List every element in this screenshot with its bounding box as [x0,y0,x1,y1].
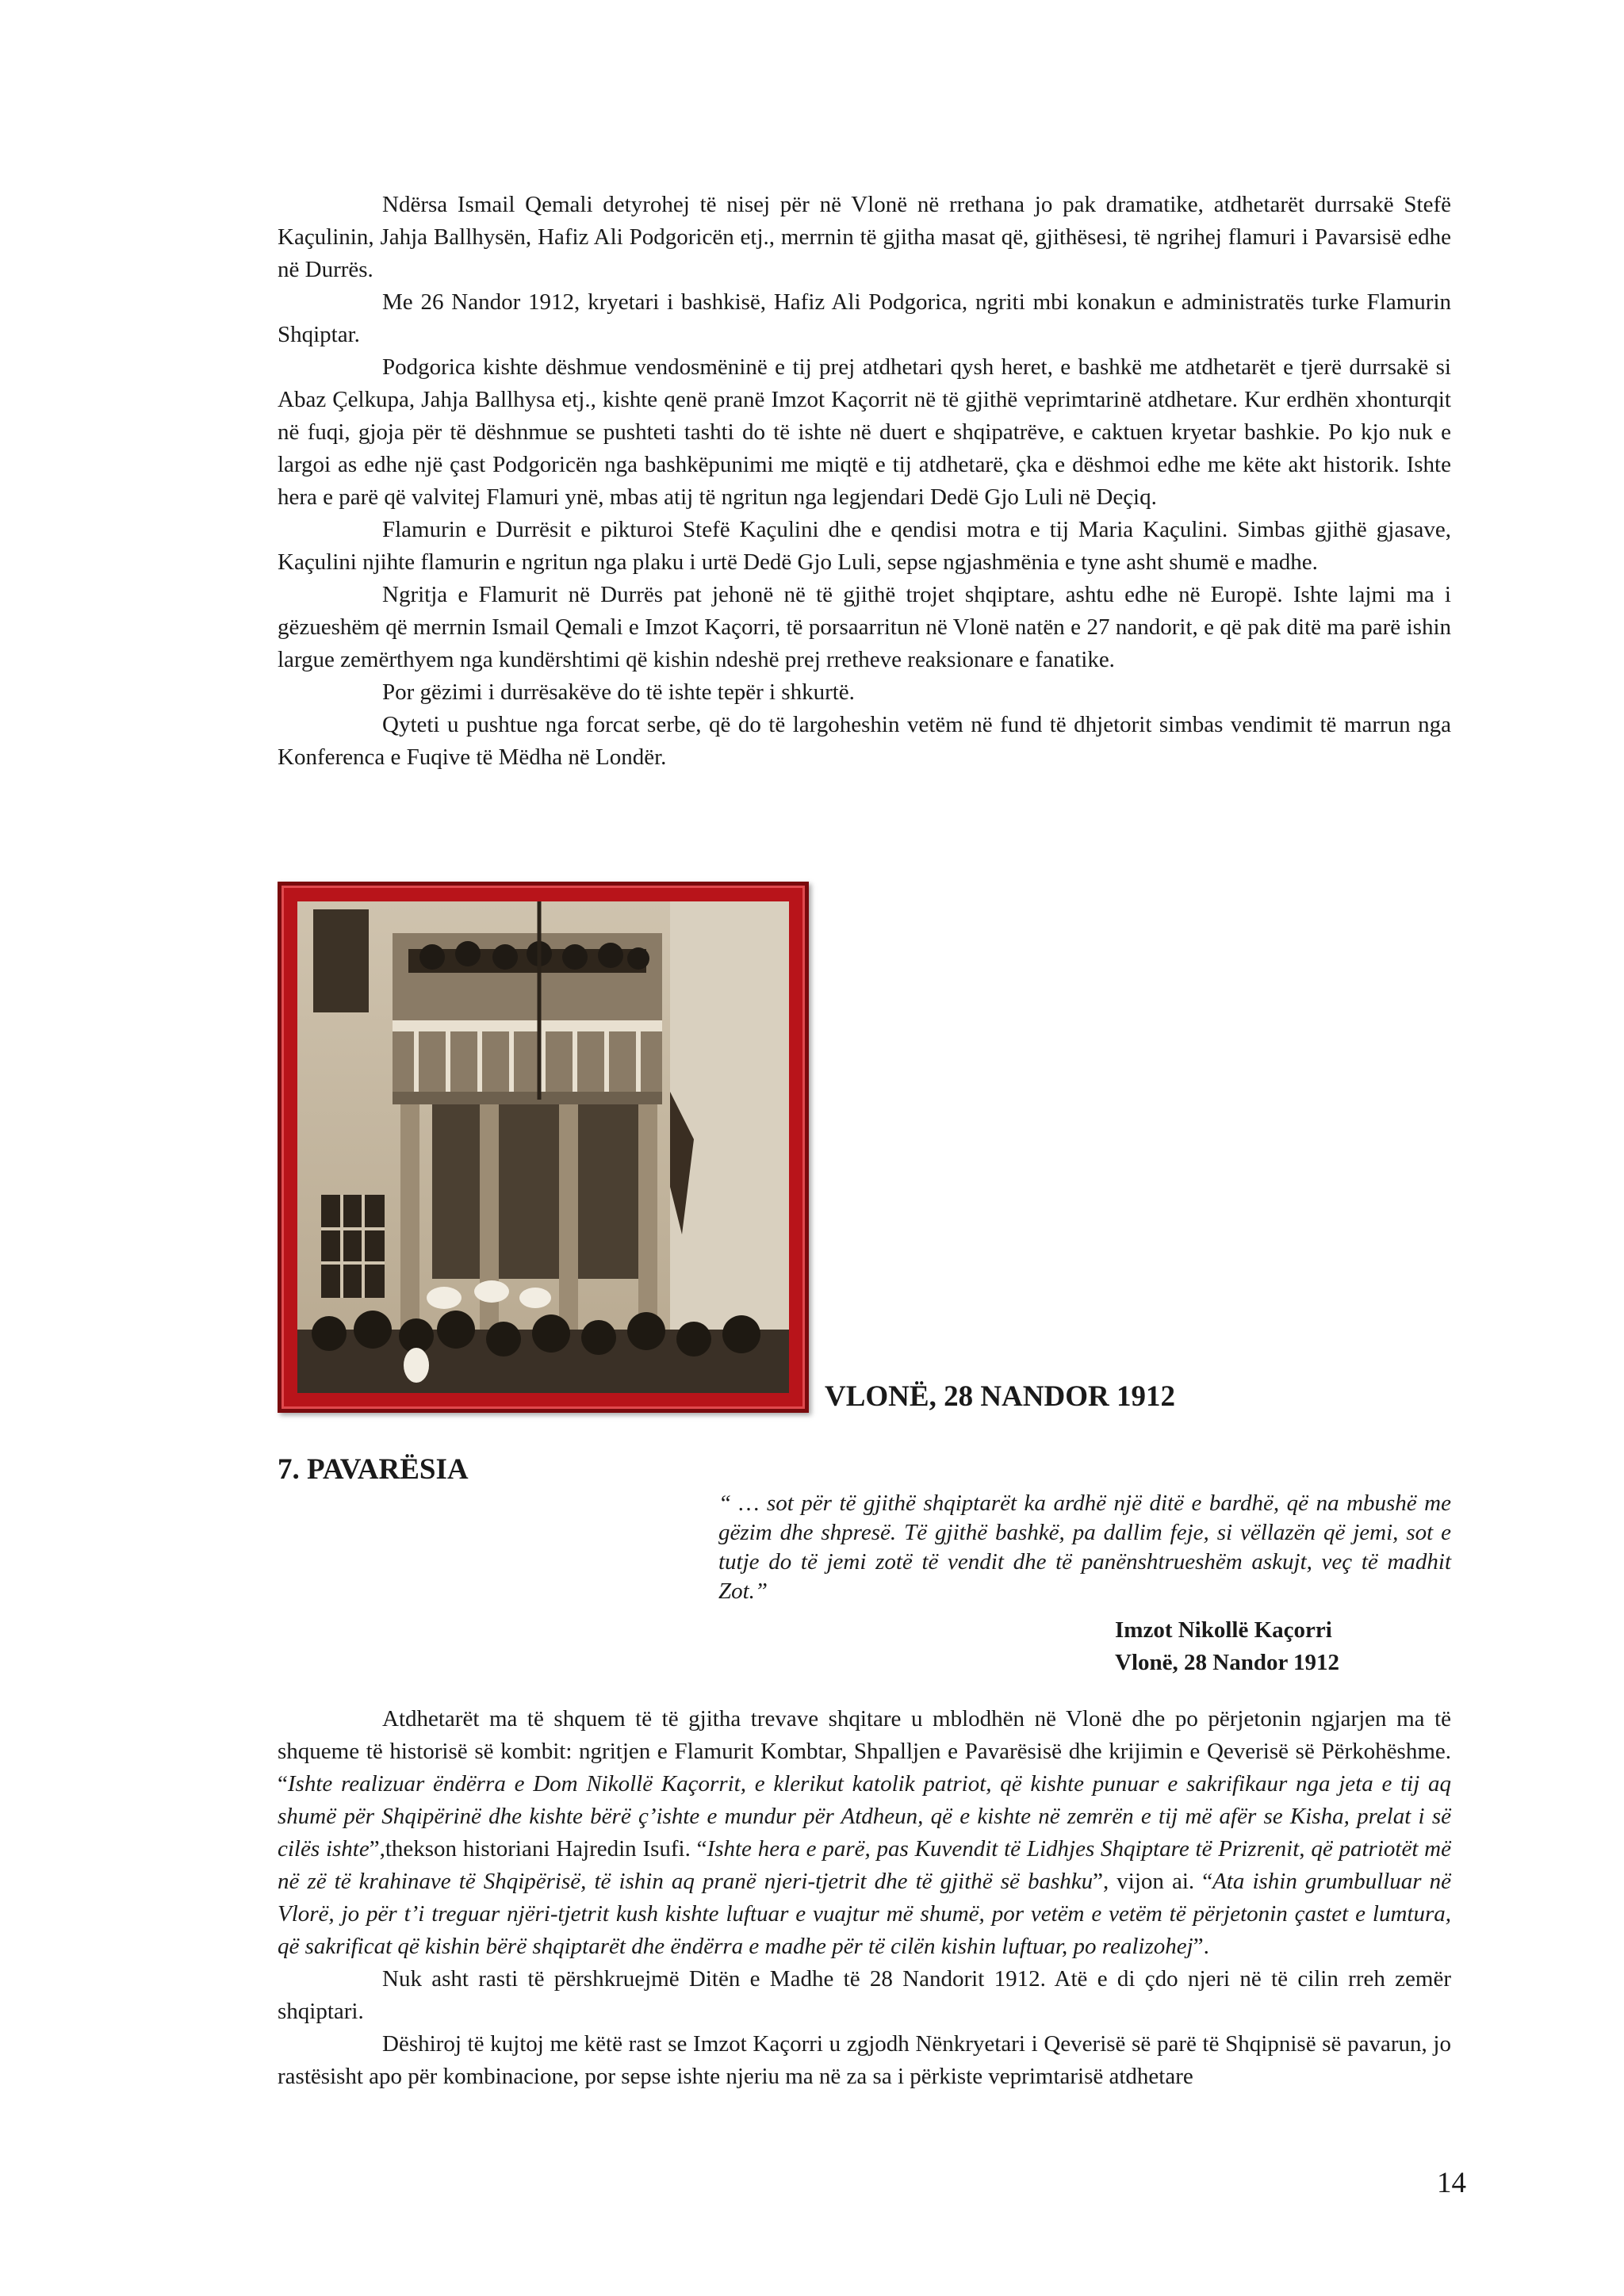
photo-caption: VLONË, 28 NANDOR 1912 [825,1380,1175,1413]
paragraph: Podgorica kishte dëshmue vendosmëninë e tij prej atdhetari qysh heret, e bashkë me atdhetarët e tjerë durrsakë si Abaz Çelkupa, Jahja Ballhysa etj., kishte qenë pranë Imzot Kaçorrit në të gjithë veprimtarinë atdhetare. Kur erdhën xhonturqit në fuqi, gjoja për të dëshnmue se pushteti tashti do të ishte në duert e shqipatrëve, e caktuen kryetar bashkie. Po kjo nuk e largoi as edhe një çast Podgoricën nga bashkëpunimi me miqtë e tij atdhetarë, çka e dëshmoi edhe me këte akt historik. Ishte hera e parë që valvitej Flamuri ynë, mbas atij të ngritun nga legjendari Dedë Gjo Luli në Deçiq. [278,354,1451,510]
text-run: Atdhetarët ma të shquem të të gjitha trevave shqitare u mblodhën në Vlonë dhe po përjetonin ngjarjen ma të shqueme të historisë së kombit: ngritjen e Flamurit Kombtar, Shpalljen e Pavarësisë dhe krijimin e Qeverisë së Përkohëshme. “ [278,1706,1451,1797]
paragraph: Dëshiroj të kujtoj me këtë rast se Imzot Kaçorri u zgjodh Nënkryetari i Qeverisë së parë të Shqipnisë së pavarun, jo rastësisht apo për kombinacione, por sepse ishte njeriu ma në za sa i përkiste veprimtarisë atdhetare [278,2031,1451,2089]
section-heading: 7. PAVARËSIA [278,1453,469,1486]
paragraph: Me 26 Nandor 1912, kryetari i bashkisë, Hafiz Ali Podgorica, ngriti mbi konakun e administratës turke Flamurin Shqiptar. [278,289,1451,347]
italic-quote: Ata ishin grumbulluar në Vlorë, jo për t’i treguar njëri-tjetrit kush kishte luftuar e vuajtur më shumë, por vetëm e vetëm të përjetonin çastet e lumtura, që sakrificat që kishin bërë shqiptarët dhe ëndërra e madhe për të cilën kishin luftuar, po realizohej [278,1869,1451,1959]
quote-place-date: Vlonë, 28 Nandor 1912 [1115,1650,1340,1675]
flag-raising-photo [297,901,789,1393]
text-run: ”,thekson historiani Hajredin Isufi. “ [369,1836,707,1862]
historic-photo-frame [278,882,809,1413]
paragraph: Qyteti u pushtue nga forcat serbe, që do të largoheshin vetëm në fund të dhjetorit simbas vendimit të marrun nga Konferenca e Fuqive të Mëdha në Londër. [278,712,1451,770]
quote-author: Imzot Nikollë Kaçorri [1115,1617,1332,1643]
italic-quote: Ishte hera e parë, pas Kuvendit të Lidhjes Shqiptare të Prizrenit, që patriotët më në zë të krahinave të Shqipërisë, të ishin aq pranë njeri-tjetrit dhe të gjithë së bashku [278,1836,1451,1894]
text-run: ”. [1193,1934,1209,1959]
page-number: 14 [1437,2167,1466,2199]
paragraph: Nuk asht rasti të përshkruejmë Ditën e Madhe të 28 Nandorit 1912. Atë e di çdo njeri në të cilin rreh zemër shqiptari. [278,1966,1451,2024]
paragraph: Por gëzimi i durrësakëve do të ishte tepër i shkurtë. [382,679,855,705]
paragraph: Ngritja e Flamurit në Durrës pat jehonë në të gjithë trojet shqiptare, ashtu edhe në Europë. Ishte lajmi ma i gëzueshëm që merrnin Ismail Qemali e Imzot Kaçorri, të porsaarritun në Vlonë natën e 27 nandorit, e që pak ditë ma parë ishin largue zemërthyem nga kundërshtimi që kishin ndeshë prej rretheve reaksionare e fanatike. [278,582,1451,672]
italic-quote: Ishte realizuar ëndërra e Dom Nikollë Kaçorrit, e klerikut katolik patriot, që kishte punuar e sakrifikaur nga jeta e tij aq shumë për Shqipërinë dhe kishte bërë ç’ishte e mundur për Atdheun, që e kishte në zemrën e tij më afër se Kisha, prelat i së cilës ishte [278,1771,1451,1862]
paragraph: Flamurin e Durrësit e pikturoi Stefë Kaçulini dhe e qendisi motra e tij Maria Kaçulini. Simbas gjithë gjasave, Kaçulini njihte flamurin e ngritun nga plaku i urtë Dedë Gjo Luli, sepse ngjashmënia e tyne asht shumë e madhe. [278,517,1451,575]
paragraph: Ndërsa Ismail Qemali detyrohej të nisej për në Vlonë në rrethana jo pak dramatike, atdhetarët durrsakë Stefë Kaçulinin, Jahja Ballhysën, Hafiz Ali Podgoricën etj., merrnin të gjitha masat që, gjithësesi, të ngrihej flamuri i Pavarsisë edhe në Durrës. [278,192,1451,282]
epigraph-quote: “ … sot për të gjithë shqiptarët ka ardhë një ditë e bardhë, që na mbushë me gëzim dhe shpresë. Të gjithë bashkë, pa dallim feje, si vëllazën që jemi, sot e tutje do të jemi zotë të vendit dhe të panënshtrueshëm askujt, veç të madhit Zot.” [718,1490,1451,1604]
text-run: ”, vijon ai. “ [1093,1869,1213,1894]
paragraph [278,1703,1451,1963]
body-text-bottom [278,1703,1451,2093]
body-text-top [278,189,1451,774]
